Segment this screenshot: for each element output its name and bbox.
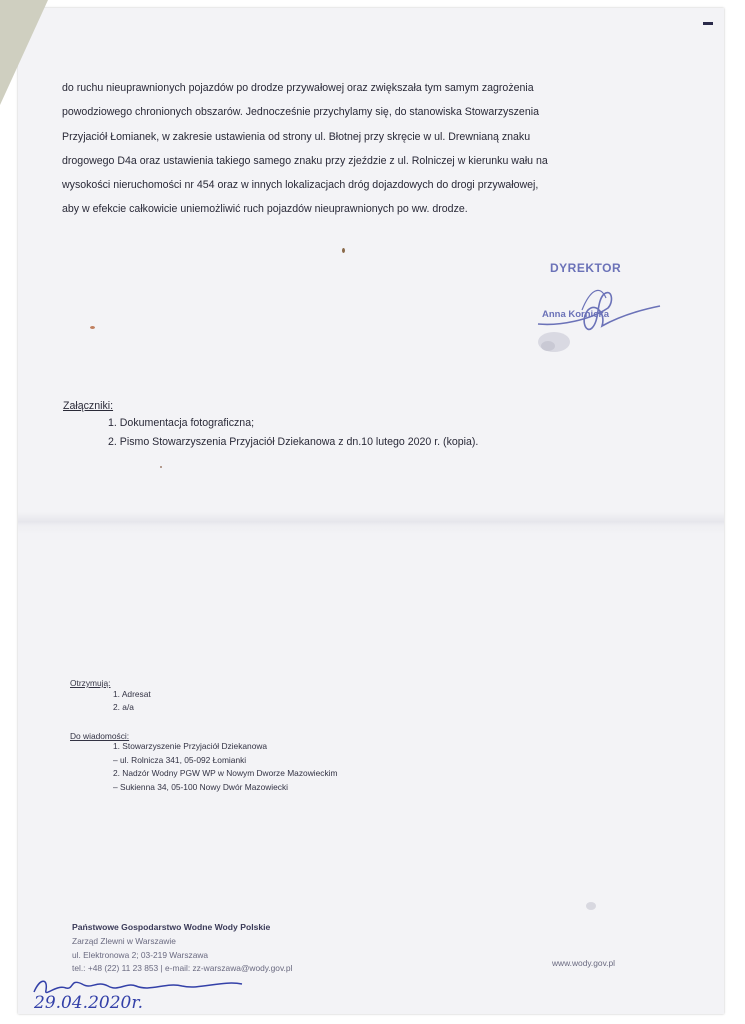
footer-line: Zarząd Zlewni w Warszawie — [72, 936, 176, 946]
recipients-heading: Otrzymują: — [70, 678, 111, 688]
body-line: aby w efekcie całkowicie uniemożliwić ruch pojazdów nieuprawnionych po ww. drodze. — [62, 203, 468, 216]
list-item: 1. Adresat — [113, 689, 151, 699]
footer-line: ul. Elektronowa 2; 03-219 Warszawa — [72, 949, 209, 960]
speck — [160, 466, 162, 468]
footer-website: www.wody.gov.pl — [552, 958, 615, 968]
body-line: powodziowego chronionych obszarów. Jednocześnie przychylamy się, do stanowiska Stowarzyszenia — [62, 106, 539, 119]
cc-list — [113, 740, 337, 794]
list-item: – ul. Rolnicza 341, 05-092 Łomianki — [113, 754, 247, 765]
cc-heading: Do wiadomości: — [70, 731, 130, 741]
stamp-name: Anna Kornicka — [542, 309, 610, 320]
letter-body — [62, 76, 674, 222]
body-line: drogowego D4a oraz ustawienia takiego samego znaku przy zjeździe z ul. Rolniczej w kierunku wału na — [62, 154, 548, 167]
ink-stain — [520, 320, 580, 360]
list-item: 2. Nadzór Wodny PGW WP w Nowym Dworze Mazowieckim — [113, 768, 338, 778]
body-line: do ruchu nieuprawnionych pojazdów po drodze przywałowej oraz zwiększała tym samym zagrożenia — [62, 82, 534, 94]
recipients-list — [113, 688, 151, 714]
list-item: – Sukienna 34, 05-100 Nowy Dwór Mazowiecki — [113, 781, 289, 792]
handwritten-date: 29.04.2020r. — [34, 993, 143, 1013]
footer-org: Państwowe Gospodarstwo Wodne Wody Polskie — [72, 922, 271, 932]
list-item: 1. Dokumentacja fotograficzna; — [108, 417, 255, 429]
stamp-title: DYREKTOR — [550, 261, 622, 275]
speck — [90, 326, 95, 329]
list-item: 1. Stowarzyszenie Przyjaciół Dziekanowa — [113, 741, 268, 751]
page-corner-fold — [0, 0, 48, 105]
handwritten-signature-date — [26, 970, 266, 1014]
footer-line: tel.: +48 (22) 11 23 853 | e-mail: zz-warszawa@wody.gov.pl — [72, 963, 293, 973]
speck — [586, 902, 596, 910]
body-line: wysokości nieruchomości nr 454 oraz w innych lokalizacjach dróg dojazdowych do drogi przywałowej, — [62, 179, 539, 192]
attachments-heading: Załączniki: — [63, 400, 114, 412]
list-item: 2. Pismo Stowarzyszenia Przyjaciół Dziekanowa z dn.10 lutego 2020 r. (kopia). — [108, 436, 479, 448]
edge-mark — [703, 22, 713, 25]
body-line: Przyjaciół Łomianek, w zakresie ustawienia od strony ul. Błotnej przy skręcie w ul. Drewnianą znaku — [62, 130, 531, 143]
speck — [342, 248, 345, 253]
list-item: 2. a/a — [113, 702, 134, 712]
page-fold-crease — [18, 512, 724, 534]
footer — [72, 922, 292, 976]
attachments-list — [108, 414, 478, 452]
